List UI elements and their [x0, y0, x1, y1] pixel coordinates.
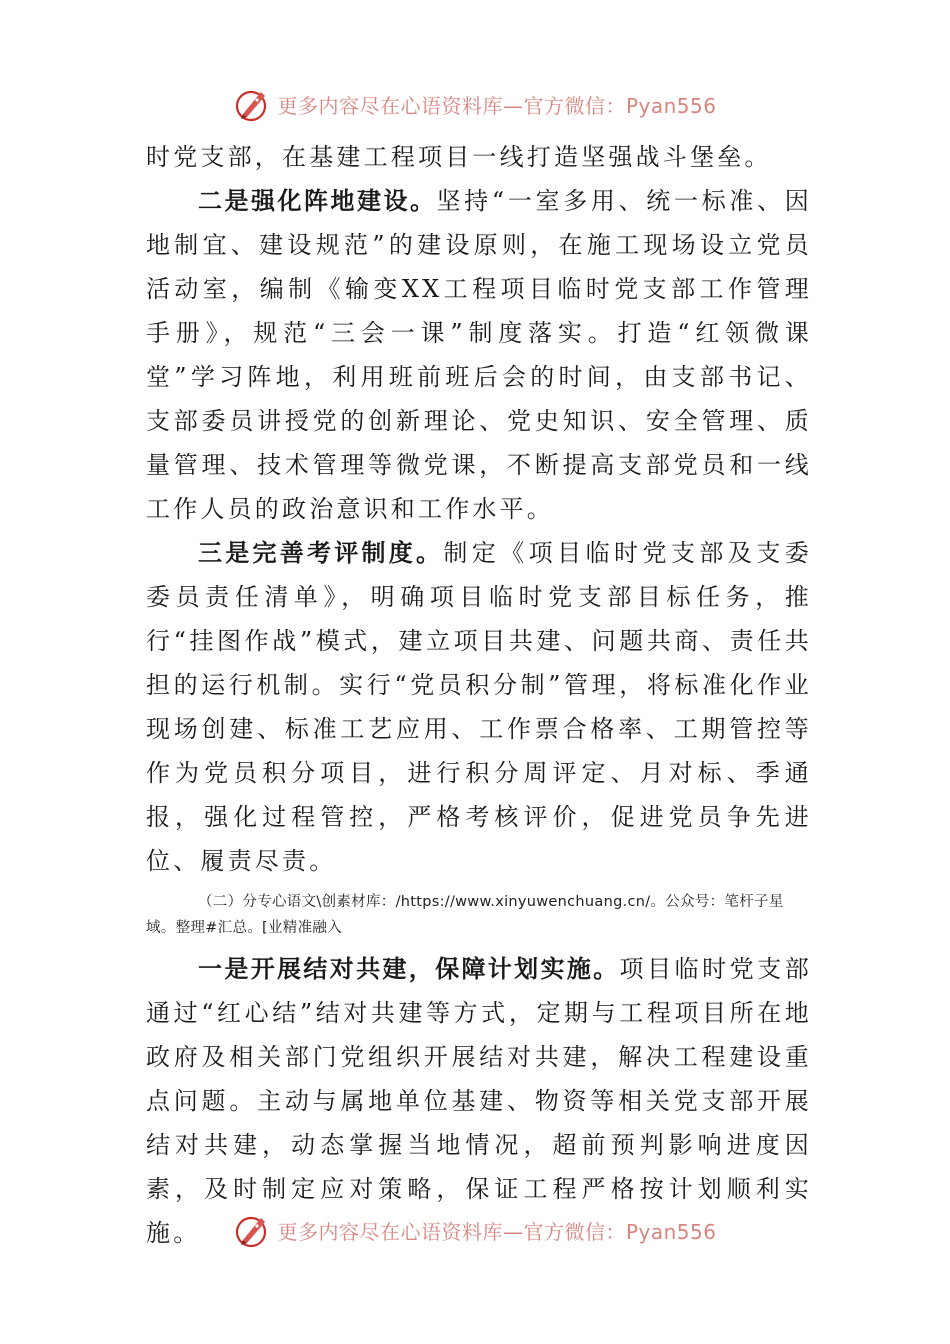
section-subheading: （二）分专心语文\创素材库：/https://www.xinyuwenchuang.cn/。公众号：笔杆子星域。整理#汇总。[业精准融入	[146, 894, 784, 936]
paragraph-lead: 三是完善考评制度。	[198, 539, 444, 567]
pen-nib-icon	[233, 84, 273, 124]
paragraph-continuation: 时党支部，在基建工程项目一线打造坚强战斗堡垒。	[146, 143, 772, 171]
paragraph-text: 坚持“一室多用、统一标准、因地制宜、建设规范”的建设原则，在施工现场设立党员活动室，编制《输变XX工程项目临时党支部工作管理手册》，规范“三会一课”制度落实。打造“红领微课堂”学习阵地，利用班前班后会的时间，由支部书记、支部委员讲授党的创新理论、党史知识、安全管理、质量管理、技术管理等微党课，不断提高支部党员和一线工作人员的政治意识和工作水平。	[146, 187, 812, 523]
header-watermark	[0, 82, 950, 126]
watermark-text: 更多内容尽在心语资料库—官方微信：Pyan556	[277, 93, 717, 118]
paragraph-position-building	[146, 179, 812, 531]
paragraph-text: 项目临时党支部通过“红心结”结对共建等方式，定期与工程项目所在地政府及相关部门党组织开展结对共建，解决工程建设重点问题。主动与属地单位基建、物资等相关党支部开展结对共建，动态掌握当地情况，超前预判影响进度因素，及时制定应对策略，保证工程严格按计划顺利实施。	[146, 955, 813, 1247]
footer-watermark	[0, 1208, 950, 1252]
paragraph-lead: 一是开展结对共建，保障计划实施。	[198, 955, 620, 983]
pen-nib-icon	[233, 1210, 273, 1250]
paragraph-evaluation-system	[146, 531, 812, 883]
paragraph-text: 制定《项目临时党支部及支委委员责任清单》，明确项目临时党支部目标任务，推行“挂图作战”模式，建立项目共建、问题共商、责任共担的运行机制。实行“党员积分制”管理，将标准化作业现场创建、标准工艺应用、工作票合格率、工期管控等作为党员积分项目，进行积分周评定、月对标、季通报，强化过程管控，严格考核评价，促进党员争先进位、履责尽责。	[146, 539, 812, 875]
watermark-text: 更多内容尽在心语资料库—官方微信：Pyan556	[277, 1219, 717, 1244]
document-body	[146, 135, 812, 1255]
paragraph-lead: 二是强化阵地建设。	[198, 187, 437, 215]
